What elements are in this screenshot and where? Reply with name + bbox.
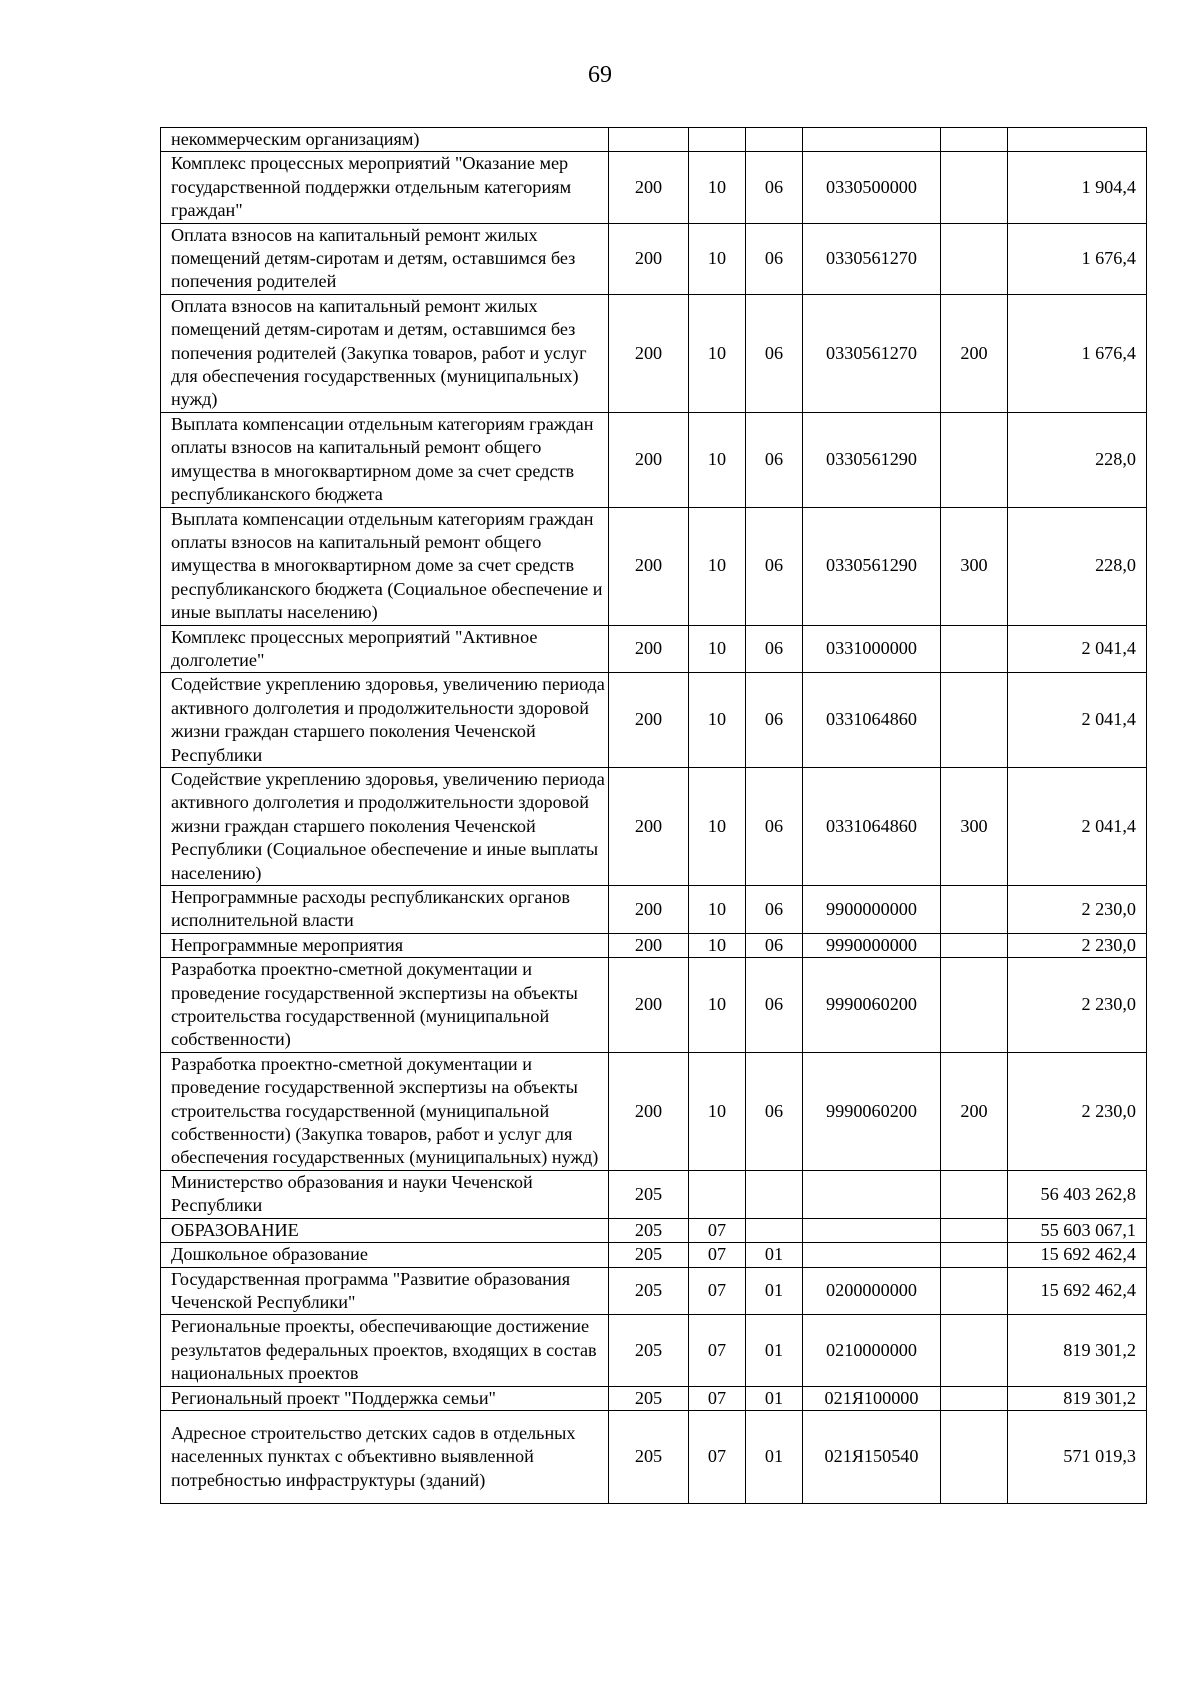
cell-target-article: 0330561290 [803, 412, 941, 507]
cell-name: Комплекс процессных мероприятий "Оказание мер государственной поддержки отдельным категориям граждан" [161, 152, 609, 223]
cell-amount: 2 041,4 [1008, 625, 1147, 673]
cell-expense-type [941, 958, 1008, 1053]
cell-section: 07 [689, 1410, 746, 1503]
cell-ved: 200 [609, 625, 689, 673]
cell-amount: 228,0 [1008, 507, 1147, 625]
cell-subsection [746, 1170, 803, 1218]
cell-section [689, 128, 746, 152]
cell-amount [1008, 128, 1147, 152]
cell-section: 10 [689, 933, 746, 957]
cell-expense-type [941, 1386, 1008, 1410]
budget-table [160, 127, 1147, 1504]
cell-amount: 15 692 462,4 [1008, 1267, 1147, 1315]
cell-amount: 1 904,4 [1008, 152, 1147, 223]
cell-name: Выплата компенсации отдельным категориям граждан оплаты взносов на капитальный ремонт общего имущества в многоквартирном доме за счет средств республиканского бюджета [161, 412, 609, 507]
cell-ved: 205 [609, 1243, 689, 1267]
page-number: 69 [588, 62, 612, 88]
cell-section: 10 [689, 412, 746, 507]
cell-subsection: 06 [746, 412, 803, 507]
cell-expense-type [941, 1218, 1008, 1242]
cell-target-article: 0200000000 [803, 1267, 941, 1315]
table-row [161, 958, 1147, 1053]
cell-amount: 2 230,0 [1008, 958, 1147, 1053]
cell-target-article: 0331064860 [803, 673, 941, 768]
cell-section: 07 [689, 1386, 746, 1410]
table-row [161, 152, 1147, 223]
cell-expense-type [941, 223, 1008, 294]
cell-ved: 200 [609, 886, 689, 934]
cell-expense-type: 200 [941, 294, 1008, 412]
cell-target-article: 9990000000 [803, 933, 941, 957]
cell-section: 10 [689, 1052, 746, 1170]
cell-expense-type [941, 886, 1008, 934]
table-row [161, 886, 1147, 934]
cell-target-article: 0330500000 [803, 152, 941, 223]
cell-subsection: 01 [746, 1386, 803, 1410]
cell-subsection: 06 [746, 223, 803, 294]
cell-expense-type [941, 1410, 1008, 1503]
cell-section: 10 [689, 673, 746, 768]
cell-amount: 819 301,2 [1008, 1315, 1147, 1386]
cell-section: 10 [689, 152, 746, 223]
cell-subsection: 06 [746, 1052, 803, 1170]
cell-target-article: 9900000000 [803, 886, 941, 934]
cell-expense-type: 300 [941, 507, 1008, 625]
table-row [161, 1052, 1147, 1170]
cell-expense-type: 200 [941, 1052, 1008, 1170]
cell-ved [609, 128, 689, 152]
cell-section: 10 [689, 507, 746, 625]
cell-name: Государственная программа "Развитие образования Чеченской Республики" [161, 1267, 609, 1315]
cell-target-article: 0330561290 [803, 507, 941, 625]
cell-target-article: 021Я100000 [803, 1386, 941, 1410]
cell-name: Региональные проекты, обеспечивающие достижение результатов федеральных проектов, входящих в состав национальных проектов [161, 1315, 609, 1386]
cell-ved: 200 [609, 223, 689, 294]
cell-name: Содействие укреплению здоровья, увеличению периода активного долголетия и продолжительности здоровой жизни граждан старшего поколения Чеченской Республики [161, 673, 609, 768]
cell-name: Разработка проектно-сметной документации и проведение государственной экспертизы на объекты строительства государственной (муниципальной собственности) [161, 958, 609, 1053]
cell-subsection: 06 [746, 933, 803, 957]
cell-name: некоммерческим организациям) [161, 128, 609, 152]
cell-name: Дошкольное образование [161, 1243, 609, 1267]
cell-ved: 205 [609, 1315, 689, 1386]
cell-amount: 2 230,0 [1008, 933, 1147, 957]
table-row [161, 1218, 1147, 1242]
cell-name: Министерство образования и науки Чеченской Республики [161, 1170, 609, 1218]
cell-expense-type [941, 625, 1008, 673]
cell-target-article [803, 1218, 941, 1242]
cell-subsection: 01 [746, 1267, 803, 1315]
cell-target-article [803, 128, 941, 152]
cell-name: Оплата взносов на капитальный ремонт жилых помещений детям-сиротам и детям, оставшимся без попечения родителей [161, 223, 609, 294]
cell-amount: 2 041,4 [1008, 673, 1147, 768]
table-row [161, 1386, 1147, 1410]
cell-section: 10 [689, 767, 746, 885]
cell-subsection: 06 [746, 886, 803, 934]
cell-section: 10 [689, 294, 746, 412]
cell-section: 07 [689, 1243, 746, 1267]
cell-section: 07 [689, 1267, 746, 1315]
cell-section: 10 [689, 625, 746, 673]
cell-ved: 200 [609, 933, 689, 957]
cell-subsection: 06 [746, 507, 803, 625]
cell-name: Региональный проект "Поддержка семьи" [161, 1386, 609, 1410]
cell-ved: 205 [609, 1410, 689, 1503]
table-row [161, 1267, 1147, 1315]
cell-amount: 819 301,2 [1008, 1386, 1147, 1410]
cell-ved: 200 [609, 767, 689, 885]
table-row [161, 767, 1147, 885]
cell-ved: 205 [609, 1218, 689, 1242]
cell-section: 10 [689, 958, 746, 1053]
cell-name: Адресное строительство детских садов в отдельных населенных пунктах с объективно выявленной потребностью инфраструктуры (зданий) [161, 1410, 609, 1503]
cell-ved: 200 [609, 294, 689, 412]
cell-subsection: 06 [746, 673, 803, 768]
cell-subsection: 01 [746, 1315, 803, 1386]
table-row [161, 625, 1147, 673]
cell-section [689, 1170, 746, 1218]
table-body [161, 128, 1147, 1504]
cell-expense-type [941, 673, 1008, 768]
cell-subsection: 06 [746, 625, 803, 673]
table-row [161, 128, 1147, 152]
cell-ved: 205 [609, 1386, 689, 1410]
cell-subsection: 01 [746, 1410, 803, 1503]
cell-target-article [803, 1170, 941, 1218]
cell-target-article: 021Я150540 [803, 1410, 941, 1503]
cell-section: 10 [689, 886, 746, 934]
table-row [161, 933, 1147, 957]
cell-expense-type [941, 1267, 1008, 1315]
cell-expense-type [941, 1315, 1008, 1386]
table-row [161, 1410, 1147, 1503]
cell-name: Разработка проектно-сметной документации и проведение государственной экспертизы на объекты строительства государственной (муниципальной собственности) (Закупка товаров, работ и услуг для обеспечения государственных (муниципальных) нужд) [161, 1052, 609, 1170]
cell-amount: 1 676,4 [1008, 294, 1147, 412]
cell-section: 10 [689, 223, 746, 294]
cell-target-article [803, 1243, 941, 1267]
cell-amount: 2 230,0 [1008, 1052, 1147, 1170]
cell-section: 07 [689, 1218, 746, 1242]
cell-expense-type [941, 128, 1008, 152]
cell-name: ОБРАЗОВАНИЕ [161, 1218, 609, 1242]
cell-expense-type: 300 [941, 767, 1008, 885]
cell-amount: 2 230,0 [1008, 886, 1147, 934]
cell-amount: 15 692 462,4 [1008, 1243, 1147, 1267]
table-row [161, 294, 1147, 412]
table-row [161, 1315, 1147, 1386]
cell-amount: 1 676,4 [1008, 223, 1147, 294]
cell-name: Непрограммные мероприятия [161, 933, 609, 957]
cell-expense-type [941, 152, 1008, 223]
cell-expense-type [941, 1170, 1008, 1218]
cell-ved: 200 [609, 152, 689, 223]
table-row [161, 223, 1147, 294]
cell-subsection: 06 [746, 767, 803, 885]
cell-subsection: 06 [746, 152, 803, 223]
cell-ved: 200 [609, 673, 689, 768]
cell-ved: 205 [609, 1170, 689, 1218]
cell-ved: 200 [609, 507, 689, 625]
table-row [161, 673, 1147, 768]
cell-subsection: 06 [746, 958, 803, 1053]
cell-expense-type [941, 412, 1008, 507]
cell-amount: 228,0 [1008, 412, 1147, 507]
cell-expense-type [941, 1243, 1008, 1267]
cell-name: Оплата взносов на капитальный ремонт жилых помещений детям-сиротам и детям, оставшимся без попечения родителей (Закупка товаров, работ и услуг для обеспечения государственных (муниципальных) нужд) [161, 294, 609, 412]
cell-amount: 55 603 067,1 [1008, 1218, 1147, 1242]
cell-target-article: 0330561270 [803, 223, 941, 294]
cell-expense-type [941, 933, 1008, 957]
table-row [161, 1170, 1147, 1218]
cell-name: Комплекс процессных мероприятий "Активное долголетие" [161, 625, 609, 673]
cell-amount: 2 041,4 [1008, 767, 1147, 885]
table-row [161, 412, 1147, 507]
cell-target-article: 0210000000 [803, 1315, 941, 1386]
cell-name: Непрограммные расходы республиканских органов исполнительной власти [161, 886, 609, 934]
cell-name: Выплата компенсации отдельным категориям граждан оплаты взносов на капитальный ремонт общего имущества в многоквартирном доме за счет средств республиканского бюджета (Социальное обеспечение и иные выплаты населению) [161, 507, 609, 625]
cell-target-article: 0330561270 [803, 294, 941, 412]
cell-subsection [746, 1218, 803, 1242]
cell-amount: 56 403 262,8 [1008, 1170, 1147, 1218]
cell-ved: 205 [609, 1267, 689, 1315]
cell-subsection: 01 [746, 1243, 803, 1267]
cell-subsection: 06 [746, 294, 803, 412]
table-row [161, 1243, 1147, 1267]
cell-section: 07 [689, 1315, 746, 1386]
cell-amount: 571 019,3 [1008, 1410, 1147, 1503]
cell-ved: 200 [609, 1052, 689, 1170]
cell-ved: 200 [609, 412, 689, 507]
cell-target-article: 9990060200 [803, 1052, 941, 1170]
cell-target-article: 0331000000 [803, 625, 941, 673]
cell-ved: 200 [609, 958, 689, 1053]
cell-target-article: 9990060200 [803, 958, 941, 1053]
cell-target-article: 0331064860 [803, 767, 941, 885]
table-row [161, 507, 1147, 625]
cell-subsection [746, 128, 803, 152]
cell-name: Содействие укреплению здоровья, увеличению периода активного долголетия и продолжительности здоровой жизни граждан старшего поколения Чеченской Республики (Социальное обеспечение и иные выплаты населению) [161, 767, 609, 885]
